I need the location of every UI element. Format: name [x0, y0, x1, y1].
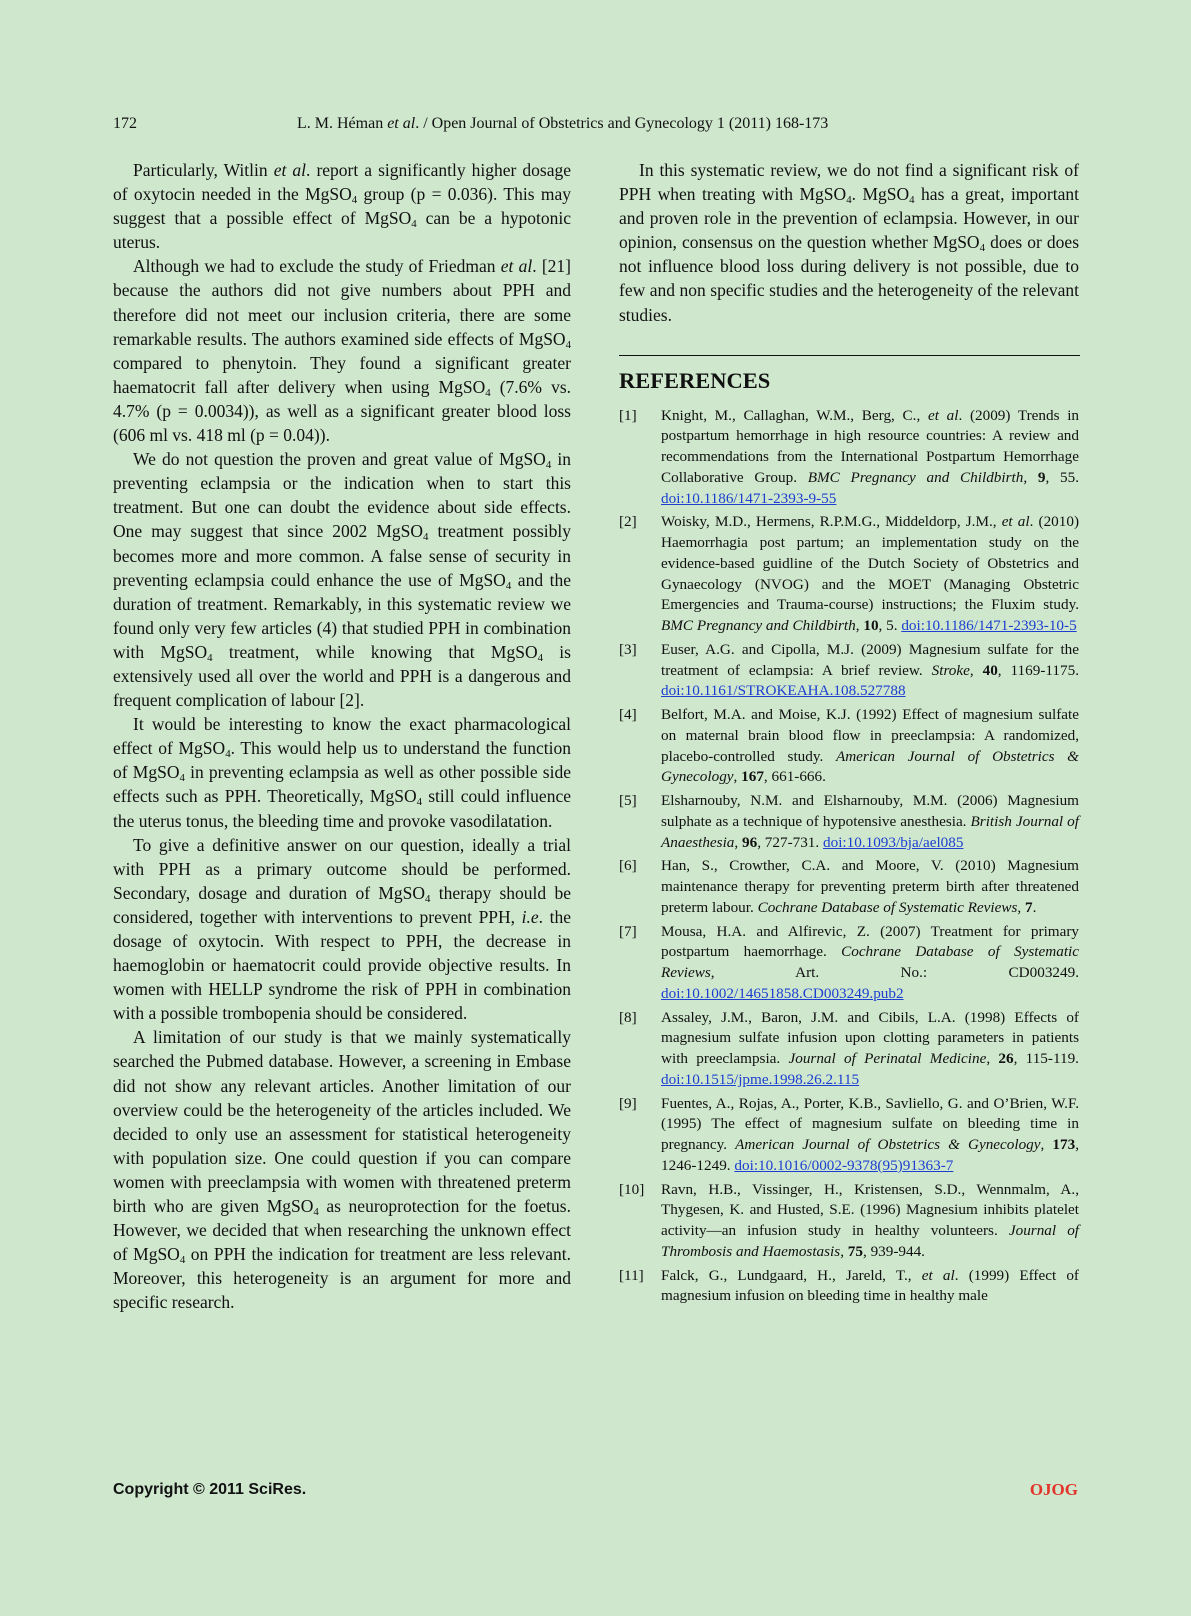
reference-number: [2] [619, 513, 637, 531]
journal-abbreviation: OJOG [1029, 1480, 1078, 1499]
references-heading: REFERENCES [619, 367, 771, 393]
reference-text: Han, S., Crowther, C.A. and Moore, V. (2010) Magnesium maintenance therapy for preventing preterm birth after threatened preterm labour. Cochrane Database of Systematic Reviews, 7. [661, 857, 1079, 916]
reference-text: Ravn, H.B., Vissinger, H., Kristensen, S.D., Wennmalm, A., Thygesen, K. and Husted, S.E. (1996) Magnesium inhibits platelet activity—an infusion study in healthy volunteers. Journal of Thrombosis and Haemostasis, 75, 939-944. [661, 1180, 1080, 1260]
reference-text: Assaley, J.M., Baron, J.M. and Cibils, L.A. (1998) Effects of magnesium sulfate infusion upon clotting parameters in patients with preeclampsia. Journal of Perinatal Medicine, 26, 115-119. [661, 1008, 1079, 1068]
body-paragraph: We do not question the proven and great value of MgSO$_4$ in preventing eclampsia or the indication when to start this treatment. But one can doubt the evidence about side effects. One may suggest that since 2002 MgSO$_4$ treatment possibly becomes more and more common. A false sense of security in preventing eclampsia could enhance the use of MgSO$_4$ and the duration of treatment. Remarkably, in this systematic review we found only very few articles (4) that studied PPH in combination with MgSO$_4$ treatment, while knowing that MgSO$_4$ is extensively used all over the world and PPH is a dangerous and frequent complication of labour [2]. [113, 449, 571, 711]
reference-number: [5] [619, 792, 637, 810]
reference-number: [11] [619, 1266, 644, 1284]
reference-item [619, 1266, 1079, 1308]
doi-link[interactable]: doi:10.1186/1471-2393-10-5 [901, 617, 1077, 635]
body-paragraph: Particularly, Witlin et al. report a significantly higher dosage of oxytocin needed in the MgSO$_4$ group (p = 0.036). This may suggest that a possible effect of MgSO$_4$ can be a hypotonic uterus. [113, 160, 572, 253]
body-paragraph: To give a definitive answer on our question, ideally a trial with PPH as a primary outcome should be performed. Secondary, dosage and duration of MgSO$_4$ therapy should be considered, together with interventions to prevent PPH, i.e. the dosage of oxytocin. With respect to PPH, the decrease in haemoglobin or haematocrit could provide objective results. In women with HELLP syndrome the risk of PPH in combination with a possible trombopenia should be considered. [113, 834, 571, 1024]
reference-text: Elsharnouby, N.M. and Elsharnouby, M.M. (2006) Magnesium sulphate as a technique of hypotensive anesthesia. British Journal of Anaesthesia, 96, 727-731. [661, 792, 1079, 851]
reference-text: Falck, G., Lundgaard, H., Jareld, T., et al. (1999) Effect of magnesium infusion on bleeding time in healthy male [661, 1266, 1079, 1305]
reference-item [619, 406, 1079, 510]
reference-list [619, 406, 1079, 1308]
reference-number: [4] [619, 706, 637, 724]
reference-item [619, 1008, 1079, 1091]
doi-link[interactable]: doi:10.1186/1471-2393-9-55 [661, 489, 837, 507]
reference-item [619, 1094, 1079, 1177]
reference-text: Euser, A.G. and Cipolla, M.J. (2009) Magnesium sulfate for the treatment of eclampsia: A brief review. Stroke, 40, 1169-1175. [661, 640, 1080, 679]
reference-number: [8] [619, 1008, 637, 1026]
copyright-notice: Copyright © 2011 SciRes. [113, 1481, 307, 1498]
reference-text: Woisky, M.D., Hermens, R.P.M.G., Middeldorp, J.M., et al. (2010) Haemorrhagia post partum; an implementation study on the evidence-based guidline of the Dutch Society of Obstetrics and Gynaecology (NVOG) and the MOET (Managing Obstetric Emergencies and Trauma-course) instructions; the Fluxim study. BMC Pregnancy and Childbirth, 10, 5. [661, 513, 1079, 635]
doi-link[interactable]: doi:10.1016/0002-9378(95)91363-7 [734, 1156, 954, 1174]
running-head: L. M. Héman et al. / Open Journal of Obstetrics and Gynecology 1 (2011) 168-173 [297, 115, 829, 132]
reference-item [619, 791, 1079, 853]
reference-number: [10] [619, 1180, 645, 1198]
reference-item [619, 512, 1079, 637]
reference-text: Belfort, M.A. and Moise, K.J. (1992) Effect of magnesium sulfate on maternal brain blood flow in preeclampsia: A randomized, placebo-controlled study. American Journal of Obstetrics & Gynecology, 167, 661-666. [661, 706, 1079, 786]
body-paragraph: A limitation of our study is that we mainly systematically searched the Pubmed database. However, a screening in Embase did not show any relevant articles. Another limitation of our overview could be the heterogeneity of the articles included. We decided to only use an assessment for statistical heterogeneity with population size. One could question if you can compare women with preeclampsia with women with threatened preterm birth who are given MgSO$_4$ as neuroprotection for the foetus. However, we decided that when researching the unknown effect of MgSO$_4$ on PPH the indication for treatment are less relevant. Moreover, this heterogeneity is an argument for more and specific research. [113, 1027, 571, 1313]
reference-number: [3] [619, 640, 637, 658]
reference-item [619, 856, 1079, 918]
doi-link[interactable]: doi:10.1093/bja/ael085 [823, 833, 964, 851]
reference-item [619, 705, 1079, 788]
body-paragraph: Although we had to exclude the study of Friedman et al. [21] because the authors did not give numbers about PPH and therefore did not meet our inclusion criteria, there are some remarkable results. The authors examined side effects of MgSO$_4$ compared to phenytoin. They found a significant greater haematocrit fall after delivery when using MgSO$_4$ (7.6% vs. 4.7% (p = 0.0034)), as well as a significant greater blood loss (606 ml vs. 418 ml (p = 0.04)). [113, 256, 572, 446]
doi-link[interactable]: doi:10.1515/jpme.1998.26.2.115 [661, 1070, 860, 1088]
body-paragraph: It would be interesting to know the exact pharmacological effect of MgSO$_4$. This would help us to understand the function of MgSO$_4$ in preventing eclampsia as well as other possible side effects such as PPH. Theoretically, MgSO$_4$ still could influence the uterus tonus, the bleeding time and provoke vasodilatation. [113, 714, 571, 831]
reference-item [619, 922, 1079, 1005]
reference-text: Mousa, H.A. and Alfirevic, Z. (2007) Treatment for primary postpartum haemorrhage. Cochrane Database of Systematic Reviews, Art. No.: CD003249. [661, 922, 1079, 982]
running-header [113, 112, 1079, 136]
reference-number: [6] [619, 857, 637, 875]
left-column [113, 158, 571, 1315]
reference-text: Fuentes, A., Rojas, A., Porter, K.B., Savliello, G. and O’Brien, W.F. (1995) The effect of magnesium sulfate on bleeding time in pregnancy. American Journal of Obstetrics & Gynecology, 173, 1246-1249. [661, 1094, 1079, 1174]
page-number: 172 [113, 115, 137, 132]
conclusion-paragraph: In this systematic review, we do not find a significant risk of PPH when treating with MgSO$_4$. MgSO$_4$ has a great, important and proven role in the prevention of eclampsia. However, in our opinion, consensus on the question whether MgSO$_4$ does or does not influence blood loss during delivery is not possible, due to few and non specific studies and the heterogeneity of the relevant studies. [619, 160, 1079, 325]
doi-link[interactable]: doi:10.1002/14651858.CD003249.pub2 [661, 984, 904, 1002]
doi-link[interactable]: doi:10.1161/STROKEAHA.108.527788 [661, 682, 906, 700]
reference-item [619, 1180, 1079, 1263]
reference-item [619, 640, 1079, 702]
reference-number: [9] [619, 1094, 637, 1112]
reference-text: Knight, M., Callaghan, W.M., Berg, C., et al. (2009) Trends in postpartum hemorrhage in high resource countries: A review and recommendations from the International Postpartum Hemorrhage Collaborative Group. BMC Pregnancy and Childbirth, 9, 55. [661, 406, 1080, 486]
reference-number: [1] [619, 406, 637, 424]
reference-number: [7] [619, 922, 637, 940]
right-column [619, 158, 1079, 1310]
section-divider [619, 355, 1080, 356]
